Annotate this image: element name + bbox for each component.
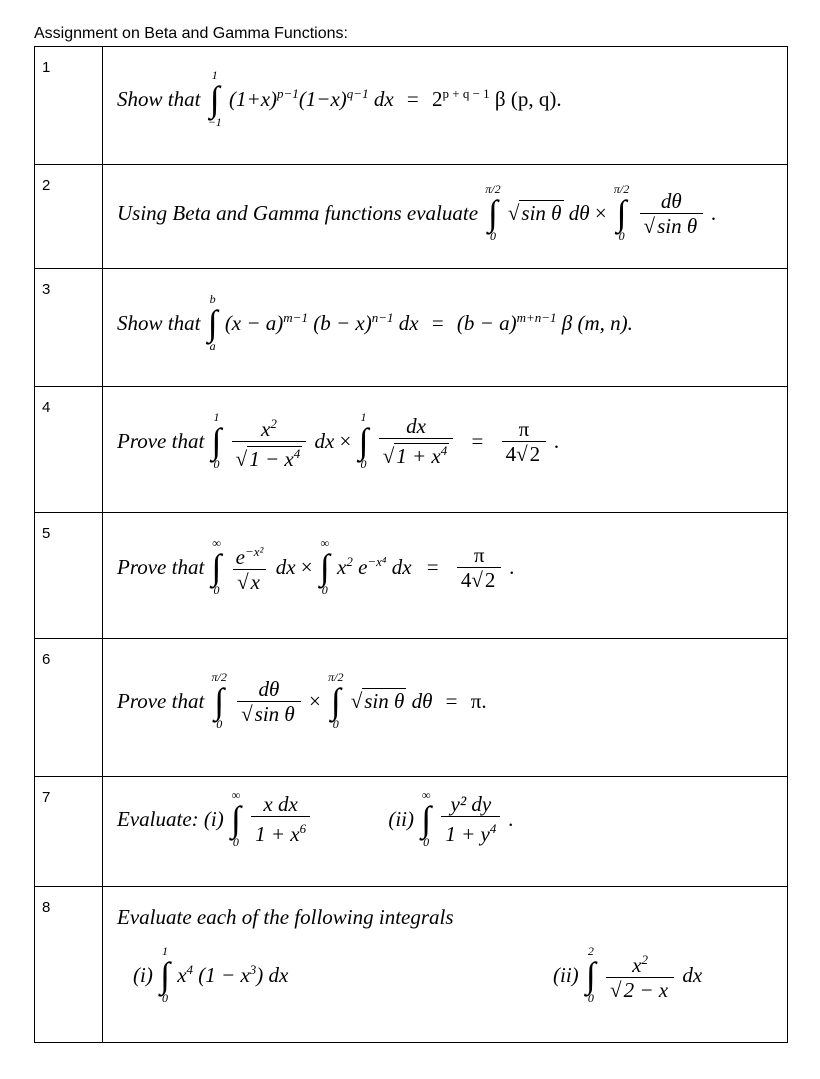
lead-text: Prove that xyxy=(117,428,205,453)
fraction: $\frac{e^{-x^2}}{√x}$ xyxy=(232,541,268,593)
lead-text: Show that xyxy=(117,310,201,335)
problem-statement: Prove that ∞ ∫ 0 $\frac{e^{-x^2}}{√x}$ dx × ∞ ∫ 0 $x^2$ $e^{-x^4}$ dx = $\frac{\pi}{4√2}$ . xyxy=(103,513,788,639)
problem-row xyxy=(35,269,788,387)
problem-number: 6 xyxy=(35,639,103,777)
definite-integral: 1 ∫ −1 xyxy=(207,68,222,129)
lead-text: Prove that xyxy=(117,688,205,713)
problem-statement: Show that 1 ∫ −1 $(1+x)^{p-1}(1-x)^{q-1}$ dx = $2^{p + q - 1}$ β (p, q). xyxy=(103,47,788,165)
fraction: $\frac{x^2}{√2 - x}$ xyxy=(606,949,674,1001)
problem-statement: Prove that π/2 ∫ 0 $\frac{d\theta}{\text{√sin θ}}$ × π/2 ∫ 0 √sin θ dθ = π. xyxy=(103,639,788,777)
problem-row xyxy=(35,777,788,887)
definite-integral: 1 ∫ 0 xyxy=(211,410,222,471)
problem-number: 7 xyxy=(35,777,103,887)
definite-integral: b ∫ a xyxy=(207,292,218,353)
fraction: $\frac{dx}{√1 + x^4}$ xyxy=(379,415,454,467)
problem-statement: Evaluate each of the following integrals (i) 1 ∫ 0 $x^4$ $(1 - x^3)$ dx (ii) 2 ∫ 0 $\frac{x^2}{√2 - x}$ dx xyxy=(103,887,788,1043)
definite-integral: π/2 ∫ 0 xyxy=(328,670,344,731)
problem-row xyxy=(35,165,788,269)
lead-text: Evaluate each of the following integrals xyxy=(117,905,454,929)
lead-text: Using Beta and Gamma functions evaluate xyxy=(117,200,479,225)
fraction: $\frac{\text{x dx}}{1 + x^6}$ xyxy=(251,793,310,845)
problem-row xyxy=(35,639,788,777)
problem-row xyxy=(35,887,788,1043)
problem-number: 4 xyxy=(35,387,103,513)
fraction: $\frac{x^2}{√1 - x^4}$ xyxy=(232,413,307,470)
definite-integral: π/2 ∫ 0 xyxy=(613,182,630,243)
definite-integral: ∞ ∫ 0 xyxy=(230,788,241,849)
definite-integral: 1 ∫ 0 xyxy=(358,410,369,471)
lead-text: Evaluate: (i) xyxy=(117,806,224,831)
assignment-title: Assignment on Beta and Gamma Functions: xyxy=(34,25,348,42)
definite-integral: ∞ ∫ 0 xyxy=(319,536,330,597)
fraction: $\frac{\pi}{4√2}$ xyxy=(457,544,502,591)
fraction: $\frac{\text{y² dy}}{1 + y^4}$ xyxy=(441,793,500,845)
definite-integral: π/2 ∫ 0 xyxy=(485,182,501,243)
definite-integral: ∞ ∫ 0 xyxy=(211,536,222,597)
lead-text: Prove that xyxy=(117,554,205,579)
problem-number: 5 xyxy=(35,513,103,639)
problems-table xyxy=(34,46,788,1043)
problem-number: 3 xyxy=(35,269,103,387)
problem-number: 2 xyxy=(35,165,103,269)
problem-number: 1 xyxy=(35,47,103,165)
problem-number: 8 xyxy=(35,887,103,1043)
problem-row xyxy=(35,387,788,513)
lead-text: Show that xyxy=(117,86,201,111)
problem-statement: Using Beta and Gamma functions evaluate π/2 ∫ 0 √sin θ dθ × π/2 ∫ 0 $\frac{d\theta}{\text{√sin θ}}$ . xyxy=(103,165,788,269)
definite-integral: π/2 ∫ 0 xyxy=(211,670,227,731)
problem-statement: Show that b ∫ a $(x - a)^{m-1}$ $(b - x)^{n-1}$ dx = $(b - a)^{m+n-1}$ β (m, n). xyxy=(103,269,788,387)
problem-statement: Prove that 1 ∫ 0 $\frac{x^2}{√1 - x^4}$ dx × 1 ∫ 0 $\frac{dx}{√1 + x^4}$ = $\frac{\pi}{4√2}$ . xyxy=(103,387,788,513)
definite-integral: 1 ∫ 0 xyxy=(160,944,170,1005)
problem-statement: Evaluate: (i) ∞ ∫ 0 $\frac{\text{x dx}}{1 + x^6}$ (ii) ∞ ∫ 0 $\frac{\text{y² dy}}{1 + y^4}$ . xyxy=(103,777,788,887)
fraction: $\frac{d\theta}{\text{√sin θ}}$ xyxy=(237,678,301,725)
definite-integral: 2 ∫ 0 xyxy=(585,944,596,1005)
problem-row xyxy=(35,47,788,165)
definite-integral: ∞ ∫ 0 xyxy=(421,788,432,849)
fraction: $\frac{d\theta}{\text{√sin θ}}$ xyxy=(640,190,704,237)
problem-row xyxy=(35,513,788,639)
fraction: $\frac{\pi}{4√2}$ xyxy=(502,418,547,465)
